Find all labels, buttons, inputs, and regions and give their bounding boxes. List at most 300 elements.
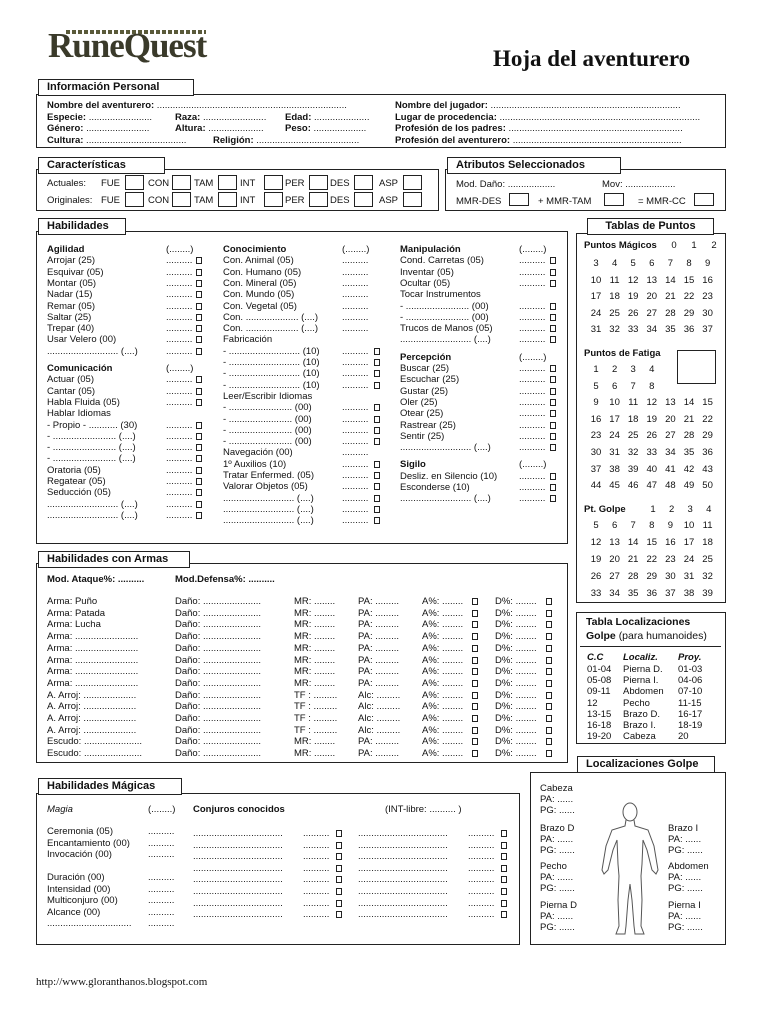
pf-cell[interactable]: 8 xyxy=(649,380,655,392)
pg-cell[interactable]: 17 xyxy=(683,537,695,548)
pg-cell[interactable]: 11 xyxy=(702,520,713,531)
skill-checkbox[interactable] xyxy=(374,438,380,445)
pg-cell[interactable]: 39 xyxy=(702,588,713,599)
personal-field[interactable] xyxy=(175,124,264,134)
arma-cell[interactable]: Arma: Puño xyxy=(47,596,98,607)
pm-cell[interactable]: 7 xyxy=(667,258,674,269)
pf-cell[interactable]: 9 xyxy=(593,397,599,409)
pf-cell[interactable]: 26 xyxy=(646,430,658,442)
pg-cell[interactable]: 15 xyxy=(646,537,658,548)
pm-cell[interactable]: 27 xyxy=(646,307,658,319)
spell-name-blank[interactable]: .................................. xyxy=(193,909,283,921)
skill-checkbox[interactable] xyxy=(550,433,556,440)
arma-checkbox[interactable] xyxy=(546,598,552,605)
pf-cell[interactable]: 22 xyxy=(702,413,713,425)
arma-checkbox[interactable] xyxy=(546,703,552,710)
pf-cell[interactable]: 7 xyxy=(630,380,636,392)
arma-cell[interactable]: D%: ........ xyxy=(495,607,537,619)
arma-checkbox[interactable] xyxy=(472,738,478,745)
loc-part-pa[interactable]: PA: ...... xyxy=(540,794,574,805)
skill-checkbox[interactable] xyxy=(550,257,556,264)
spell-checkbox[interactable] xyxy=(501,876,507,883)
pf-cell[interactable]: 43 xyxy=(702,463,713,475)
pm-cell[interactable]: 25 xyxy=(609,307,620,319)
arma-checkbox[interactable] xyxy=(546,621,552,628)
stat-box-des-actual[interactable] xyxy=(354,175,373,190)
skill-checkbox[interactable] xyxy=(196,501,202,508)
stat-box-int-original[interactable] xyxy=(264,192,283,207)
arma-cell[interactable]: PA: ......... xyxy=(358,607,400,619)
pg-cell[interactable]: 32 xyxy=(702,571,713,582)
skill-checkbox[interactable] xyxy=(196,336,202,343)
arma-cell[interactable]: A%: ........ xyxy=(422,736,464,748)
pf-cell[interactable]: 11 xyxy=(628,397,639,409)
skill-checkbox[interactable] xyxy=(374,472,380,479)
pm-cell[interactable]: 29 xyxy=(683,307,695,319)
spell-checkbox[interactable] xyxy=(501,853,507,860)
spell-value-blank[interactable]: .......... xyxy=(303,874,330,886)
arma-cell[interactable]: Daño: ...................... xyxy=(175,596,262,607)
pg-cell[interactable]: 5 xyxy=(593,520,599,531)
arma-checkbox[interactable] xyxy=(546,633,552,640)
skill-checkbox[interactable] xyxy=(196,455,202,462)
pm-cell[interactable]: 22 xyxy=(683,291,695,302)
spell-value-blank[interactable]: .......... xyxy=(468,839,495,851)
arma-checkbox[interactable] xyxy=(546,610,552,617)
pf-cell[interactable]: 47 xyxy=(646,480,658,492)
pg-cell[interactable]: 25 xyxy=(702,554,713,565)
pm-cell[interactable]: 9 xyxy=(704,258,711,269)
skill-checkbox[interactable] xyxy=(374,404,380,411)
pf-cell[interactable]: 32 xyxy=(627,447,639,458)
arma-cell[interactable]: Daño: ...................... xyxy=(175,736,262,748)
pf-cell[interactable]: 38 xyxy=(609,463,620,475)
pf-cell[interactable]: 6 xyxy=(611,380,618,392)
arma-cell[interactable]: MR: ........ xyxy=(294,619,336,631)
arma-cell[interactable]: PA: ......... xyxy=(358,666,400,678)
skill-checkbox[interactable] xyxy=(196,269,202,276)
arma-cell[interactable]: PA: ......... xyxy=(358,736,400,748)
arma-cell[interactable]: Daño: ...................... xyxy=(175,666,262,678)
arma-cell[interactable]: A. Arroj: .................... xyxy=(47,724,137,736)
arma-cell[interactable]: TF : ......... xyxy=(294,724,338,736)
arma-cell[interactable]: Arma: ........................ xyxy=(47,666,139,678)
skill-checkbox[interactable] xyxy=(550,444,556,451)
skill-checkbox[interactable] xyxy=(374,348,380,355)
arma-cell[interactable]: TF : ......... xyxy=(294,689,338,701)
arma-cell[interactable]: D%: ........ xyxy=(495,736,537,748)
skill-checkbox[interactable] xyxy=(550,365,556,372)
personal-field[interactable] xyxy=(285,113,369,123)
pg-cell[interactable]: 28 xyxy=(627,571,639,582)
pg-cell[interactable]: 9 xyxy=(667,520,674,531)
spell-checkbox[interactable] xyxy=(501,865,507,872)
arma-cell[interactable]: A%: ........ xyxy=(422,631,464,643)
pm-cell[interactable]: 5 xyxy=(630,258,636,269)
arma-checkbox[interactable] xyxy=(546,738,552,745)
loc-part-pg[interactable]: PG: ...... xyxy=(540,805,575,816)
arma-cell[interactable]: PA: ......... xyxy=(358,631,400,643)
arma-cell[interactable]: D%: ........ xyxy=(495,642,537,654)
spell-checkbox[interactable] xyxy=(336,888,342,895)
pf-cell[interactable]: 19 xyxy=(646,413,658,425)
arma-cell[interactable]: Daño: ...................... xyxy=(175,724,262,736)
pf-cell[interactable]: 15 xyxy=(702,397,713,409)
pg-cell[interactable]: 30 xyxy=(665,571,676,582)
pf-cell[interactable]: 25 xyxy=(627,430,639,442)
arma-checkbox[interactable] xyxy=(472,657,478,664)
pf-cell[interactable]: 24 xyxy=(609,430,620,442)
arma-checkbox[interactable] xyxy=(546,715,552,722)
stat-box-fue-original[interactable] xyxy=(125,192,144,207)
spell-value-blank[interactable]: .......... xyxy=(303,886,330,897)
arma-cell[interactable]: A%: ........ xyxy=(422,642,464,654)
personal-field[interactable] xyxy=(47,136,186,146)
pg-cell[interactable]: 26 xyxy=(590,571,602,582)
arma-cell[interactable]: MR: ........ xyxy=(294,666,336,678)
pf-cell[interactable]: 16 xyxy=(590,413,602,425)
arma-cell[interactable]: Daño: ...................... xyxy=(175,748,262,760)
arma-cell[interactable]: Alc: ......... xyxy=(358,713,401,724)
arma-cell[interactable]: PA: ......... xyxy=(358,642,400,654)
pm-cell[interactable]: 13 xyxy=(646,274,658,286)
arma-cell[interactable]: TF : ......... xyxy=(294,701,338,713)
skill-checkbox[interactable] xyxy=(196,512,202,519)
skill-checkbox[interactable] xyxy=(196,325,202,332)
pm-cell[interactable]: 6 xyxy=(649,258,655,269)
arma-cell[interactable]: D%: ........ xyxy=(495,677,537,689)
arma-cell[interactable]: Escudo: ...................... xyxy=(47,748,143,760)
arma-cell[interactable]: MR: ........ xyxy=(294,677,336,689)
pm-cell[interactable]: 26 xyxy=(627,307,639,319)
pf-cell[interactable]: 4 xyxy=(649,364,655,375)
spell-checkbox[interactable] xyxy=(501,911,507,918)
pg-cell[interactable]: 1 xyxy=(650,504,656,515)
arma-checkbox[interactable] xyxy=(472,715,478,722)
loc-part-pg[interactable]: PG: ...... xyxy=(540,845,575,856)
arma-cell[interactable]: PA: ......... xyxy=(358,619,400,631)
arma-cell[interactable]: Daño: ...................... xyxy=(175,677,262,689)
arma-cell[interactable]: A%: ........ xyxy=(422,619,464,631)
arma-checkbox[interactable] xyxy=(472,680,478,687)
arma-checkbox[interactable] xyxy=(546,645,552,652)
personal-field[interactable] xyxy=(47,101,347,111)
pm-cell[interactable]: 21 xyxy=(665,291,676,302)
pf-cell[interactable]: 18 xyxy=(627,413,639,425)
arma-cell[interactable]: A%: ........ xyxy=(422,677,464,689)
arma-cell[interactable]: A%: ........ xyxy=(422,666,464,678)
pg-cell[interactable]: 7 xyxy=(630,520,636,531)
skill-checkbox[interactable] xyxy=(196,444,202,451)
spell-value-blank[interactable]: .......... xyxy=(303,897,330,909)
arma-checkbox[interactable] xyxy=(472,692,478,699)
pm-cell[interactable]: 3 xyxy=(593,258,599,269)
skill-checkbox[interactable] xyxy=(550,280,556,287)
loc-part-pg[interactable]: PG: ...... xyxy=(540,922,575,933)
stat-box-fue-actual[interactable] xyxy=(125,175,144,190)
spell-name-blank[interactable]: .................................. xyxy=(358,828,448,839)
pf-cell[interactable]: 36 xyxy=(702,447,713,458)
skill-checkbox[interactable] xyxy=(196,422,202,429)
arma-cell[interactable]: Alc: ......... xyxy=(358,689,401,701)
skill-checkbox[interactable] xyxy=(374,359,380,366)
pm-cell[interactable]: 15 xyxy=(683,274,695,286)
pf-cell[interactable]: 39 xyxy=(627,463,639,475)
skill-checkbox[interactable] xyxy=(550,325,556,332)
skill-checkbox[interactable] xyxy=(550,336,556,343)
arma-cell[interactable]: PA: ......... xyxy=(358,596,400,607)
stat-box-asp-actual[interactable] xyxy=(403,175,422,190)
pg-cell[interactable]: 22 xyxy=(646,554,658,565)
arma-checkbox[interactable] xyxy=(472,598,478,605)
arma-cell[interactable]: D%: ........ xyxy=(495,724,537,736)
pf-cell[interactable]: 40 xyxy=(646,463,658,475)
spell-value-blank[interactable]: .......... xyxy=(303,828,330,839)
skill-checkbox[interactable] xyxy=(550,376,556,383)
arma-cell[interactable]: A. Arroj: .................... xyxy=(47,701,137,713)
pf-cell[interactable]: 13 xyxy=(665,397,676,409)
footer-url[interactable]: http://www.gloranthanos.blogspot.com xyxy=(36,976,208,988)
pf-cell[interactable]: 2 xyxy=(611,364,618,375)
pg-cell[interactable]: 16 xyxy=(665,537,676,548)
stat-box-asp-original[interactable] xyxy=(403,192,422,207)
arma-cell[interactable]: Daño: ...................... xyxy=(175,713,262,724)
skill-checkbox[interactable] xyxy=(196,348,202,355)
arma-cell[interactable]: D%: ........ xyxy=(495,654,537,666)
spell-name-blank[interactable]: .................................. xyxy=(193,862,283,874)
arma-cell[interactable]: A%: ........ xyxy=(422,607,464,619)
pg-cell[interactable]: 38 xyxy=(683,588,695,599)
pf-cell[interactable]: 17 xyxy=(609,413,620,425)
loc-part-pg[interactable]: PG: ...... xyxy=(540,883,575,894)
pg-cell[interactable]: 24 xyxy=(683,554,695,565)
pf-cell[interactable]: 31 xyxy=(609,447,620,458)
spell-value-blank[interactable]: .......... xyxy=(468,886,495,897)
spell-name-blank[interactable]: .................................. xyxy=(358,909,448,921)
arma-cell[interactable]: Arma: ........................ xyxy=(47,631,139,643)
arma-cell[interactable]: Arma: ........................ xyxy=(47,642,139,654)
pm-cell[interactable]: 14 xyxy=(665,274,676,286)
pm-cell[interactable]: 30 xyxy=(702,307,713,319)
spell-name-blank[interactable]: .................................. xyxy=(358,897,448,909)
pf-cell[interactable]: 1 xyxy=(593,364,599,375)
pf-cell[interactable]: 42 xyxy=(683,463,695,475)
pg-cell[interactable]: 6 xyxy=(611,520,618,531)
pg-cell[interactable]: 21 xyxy=(627,554,639,565)
arma-cell[interactable]: Arma: Lucha xyxy=(47,619,101,631)
spell-name-blank[interactable]: .................................. xyxy=(358,839,448,851)
pf-cell[interactable]: 3 xyxy=(630,364,636,375)
pf-cell[interactable]: 27 xyxy=(665,430,676,442)
pg-cell[interactable]: 37 xyxy=(665,588,676,599)
spell-name-blank[interactable]: .................................. xyxy=(358,862,448,874)
spell-checkbox[interactable] xyxy=(501,842,507,849)
arma-checkbox[interactable] xyxy=(472,750,478,757)
pm-cell[interactable]: 10 xyxy=(590,274,602,286)
spell-name-blank[interactable]: .................................. xyxy=(358,851,448,863)
pm-cell[interactable]: 37 xyxy=(702,324,713,335)
skill-checkbox[interactable] xyxy=(196,388,202,395)
loc-part-pa[interactable]: PA: ...... xyxy=(668,834,702,845)
pg-cell[interactable]: 18 xyxy=(702,537,713,548)
pm-cell[interactable]: 32 xyxy=(609,324,620,335)
spell-name-blank[interactable]: .................................. xyxy=(193,874,283,886)
spell-checkbox[interactable] xyxy=(336,900,342,907)
spell-value-blank[interactable]: .......... xyxy=(468,862,495,874)
arma-checkbox[interactable] xyxy=(472,645,478,652)
pf-cell[interactable]: 23 xyxy=(590,430,602,442)
skill-checkbox[interactable] xyxy=(374,461,380,468)
pg-cell[interactable]: 19 xyxy=(590,554,602,565)
arma-cell[interactable]: D%: ........ xyxy=(495,689,537,701)
pf-cell[interactable]: 37 xyxy=(590,463,602,475)
arma-cell[interactable]: MR: ........ xyxy=(294,607,336,619)
skill-checkbox[interactable] xyxy=(374,427,380,434)
skill-checkbox[interactable] xyxy=(550,410,556,417)
personal-field[interactable] xyxy=(47,113,152,123)
pm-cell[interactable]: 23 xyxy=(702,291,713,302)
mmr-cc-box[interactable] xyxy=(694,193,714,206)
spell-checkbox[interactable] xyxy=(501,888,507,895)
pm-cell[interactable]: 31 xyxy=(590,324,602,335)
spell-checkbox[interactable] xyxy=(336,842,342,849)
spell-value-blank[interactable]: .......... xyxy=(303,909,330,921)
arma-cell[interactable]: D%: ........ xyxy=(495,713,537,724)
loc-part-pg[interactable]: PG: ...... xyxy=(668,883,703,894)
pm-cell[interactable]: 18 xyxy=(609,291,620,302)
pg-cell[interactable]: 3 xyxy=(687,504,693,515)
pm-cell[interactable]: 0 xyxy=(671,240,677,251)
arma-checkbox[interactable] xyxy=(546,668,552,675)
spell-name-blank[interactable]: .................................. xyxy=(193,839,283,851)
arma-cell[interactable]: Alc: ......... xyxy=(358,701,401,713)
pf-cell[interactable]: 10 xyxy=(609,397,620,409)
arma-cell[interactable]: D%: ........ xyxy=(495,748,537,760)
spell-checkbox[interactable] xyxy=(336,830,342,837)
arma-cell[interactable]: MR: ........ xyxy=(294,642,336,654)
pf-cell[interactable]: 35 xyxy=(683,447,695,458)
arma-cell[interactable]: D%: ........ xyxy=(495,631,537,643)
loc-part-pa[interactable]: PA: ...... xyxy=(540,834,574,845)
pg-cell[interactable]: 34 xyxy=(609,588,620,599)
pm-cell[interactable]: 35 xyxy=(665,324,676,335)
spell-value-blank[interactable]: .......... xyxy=(303,862,330,874)
pm-cell[interactable]: 17 xyxy=(590,291,602,302)
arma-checkbox[interactable] xyxy=(472,621,478,628)
pf-cell[interactable]: 21 xyxy=(683,413,695,425)
pm-cell[interactable]: 2 xyxy=(711,240,717,251)
arma-cell[interactable]: PA: ......... xyxy=(358,654,400,666)
skill-checkbox[interactable] xyxy=(196,399,202,406)
pg-cell[interactable]: 35 xyxy=(627,588,639,599)
pf-cell[interactable]: 28 xyxy=(683,430,695,442)
arma-cell[interactable]: Arma: ........................ xyxy=(47,654,139,666)
pm-cell[interactable]: 24 xyxy=(590,307,602,319)
pm-cell[interactable]: 33 xyxy=(627,324,639,335)
arma-cell[interactable]: A%: ........ xyxy=(422,596,464,607)
fatiga-box[interactable] xyxy=(677,350,716,384)
spell-name-blank[interactable]: .................................. xyxy=(358,886,448,897)
spell-value-blank[interactable]: .......... xyxy=(468,828,495,839)
pg-cell[interactable]: 33 xyxy=(590,588,602,599)
pg-cell[interactable]: 14 xyxy=(627,537,639,548)
arma-checkbox[interactable] xyxy=(546,750,552,757)
spell-value-blank[interactable]: .......... xyxy=(468,851,495,863)
spell-name-blank[interactable]: .................................. xyxy=(193,886,283,897)
pm-cell[interactable]: 36 xyxy=(683,324,695,335)
pm-cell[interactable]: 11 xyxy=(609,274,620,286)
skill-checkbox[interactable] xyxy=(374,517,380,524)
skill-checkbox[interactable] xyxy=(374,416,380,423)
skill-checkbox[interactable] xyxy=(196,467,202,474)
personal-field[interactable] xyxy=(395,136,682,146)
skill-checkbox[interactable] xyxy=(196,257,202,264)
spell-value-blank[interactable]: .......... xyxy=(468,874,495,886)
arma-cell[interactable]: Arma: Patada xyxy=(47,607,106,619)
loc-part-pa[interactable]: PA: ...... xyxy=(668,872,702,883)
arma-checkbox[interactable] xyxy=(546,657,552,664)
pg-cell[interactable]: 2 xyxy=(668,504,675,515)
pg-cell[interactable]: 29 xyxy=(646,571,658,582)
arma-cell[interactable]: PA: ......... xyxy=(358,677,400,689)
spell-value-blank[interactable]: .......... xyxy=(303,839,330,851)
arma-cell[interactable]: D%: ........ xyxy=(495,596,537,607)
spell-checkbox[interactable] xyxy=(336,911,342,918)
spell-checkbox[interactable] xyxy=(336,865,342,872)
arma-cell[interactable]: Daño: ...................... xyxy=(175,654,262,666)
pf-cell[interactable]: 33 xyxy=(646,447,658,458)
pf-cell[interactable]: 44 xyxy=(590,480,602,492)
stat-box-tam-actual[interactable] xyxy=(218,175,237,190)
stat-box-per-original[interactable] xyxy=(309,192,328,207)
arma-cell[interactable]: Arma: ........................ xyxy=(47,677,139,689)
pf-cell[interactable]: 45 xyxy=(609,480,620,492)
pm-cell[interactable]: 4 xyxy=(611,258,618,269)
pf-cell[interactable]: 20 xyxy=(665,413,676,425)
skill-checkbox[interactable] xyxy=(196,433,202,440)
spell-name-blank[interactable]: .................................. xyxy=(193,851,283,863)
skill-checkbox[interactable] xyxy=(550,495,556,502)
stat-box-int-actual[interactable] xyxy=(264,175,283,190)
skill-checkbox[interactable] xyxy=(196,303,202,310)
arma-cell[interactable]: MR: ........ xyxy=(294,631,336,643)
personal-field[interactable] xyxy=(47,124,149,134)
arma-cell[interactable]: MR: ........ xyxy=(294,596,336,607)
arma-checkbox[interactable] xyxy=(546,680,552,687)
skill-checkbox[interactable] xyxy=(374,382,380,389)
arma-cell[interactable]: Daño: ...................... xyxy=(175,701,262,713)
skill-checkbox[interactable] xyxy=(374,506,380,513)
stat-box-con-actual[interactable] xyxy=(172,175,191,190)
pg-cell[interactable]: 23 xyxy=(665,554,676,565)
pg-cell[interactable]: 8 xyxy=(649,520,655,531)
pf-cell[interactable]: 50 xyxy=(702,480,713,492)
personal-field[interactable] xyxy=(213,136,359,146)
pg-cell[interactable]: 12 xyxy=(590,537,602,548)
spell-checkbox[interactable] xyxy=(501,830,507,837)
skill-checkbox[interactable] xyxy=(550,269,556,276)
spell-value-blank[interactable]: .......... xyxy=(468,897,495,909)
arma-cell[interactable]: A%: ........ xyxy=(422,724,464,736)
arma-cell[interactable]: Daño: ...................... xyxy=(175,689,262,701)
pf-cell[interactable]: 49 xyxy=(683,480,695,492)
arma-cell[interactable]: A%: ........ xyxy=(422,748,464,760)
pm-cell[interactable]: 19 xyxy=(627,291,639,302)
pm-cell[interactable]: 1 xyxy=(691,240,697,251)
skill-checkbox[interactable] xyxy=(550,388,556,395)
pg-cell[interactable]: 20 xyxy=(609,554,620,565)
skill-checkbox[interactable] xyxy=(550,473,556,480)
